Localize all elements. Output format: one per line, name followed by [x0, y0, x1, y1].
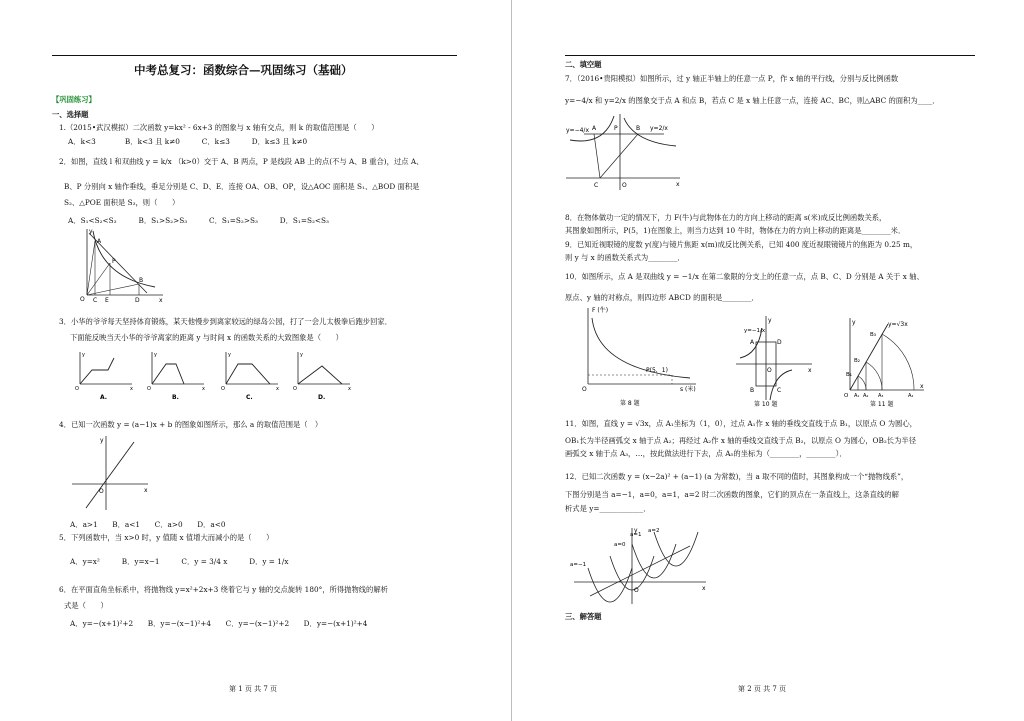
q6-line1: 6．在平面直角坐标系中，将抛物线 y=x²+2x+3 绕着它与 y 轴的交点旋转 180°，所得抛物线的解析 [59, 585, 388, 594]
fig10-curve-label: y=−1/x [744, 328, 766, 334]
page-1-footer: 第 1 页 共 7 页 [229, 685, 278, 693]
q3b-x: x [202, 386, 205, 392]
q12-label-a0: a=0 [614, 542, 626, 548]
q7-fig-x: x [676, 181, 680, 188]
fig11-B3: B₃ [870, 332, 876, 338]
q3b-O: O [147, 386, 151, 392]
section-choice-heading: 一、选择题 [52, 110, 89, 119]
q7-fig-C: C [594, 182, 599, 189]
q4-fig-x: x [144, 487, 148, 494]
page-1 [0, 0, 511, 721]
q2-line3: S₂、△POE 面积是 S₃，则（ ） [64, 198, 180, 207]
fig10-graph [734, 314, 814, 408]
q8-line1: 8．在物体做功一定的情况下，力 F(牛)与此物体在力的方向上移动的距离 s(米)成反比例函数关系， [565, 213, 887, 222]
page-title: 中考总复习：函数综合—巩固练习（基础） [134, 63, 353, 77]
q9-line1: 9．已知近视眼镜的度数 y(度)与镜片焦距 x(m)成反比例关系，已知 400 度近视眼镜镜片的焦距为 0.25 m， [565, 240, 918, 249]
q3b-y: y [154, 352, 157, 358]
q12-label-a1: a=1 [630, 532, 642, 538]
q3-line2: 下面能反映当天小华的爷爷离家的距离 y 与时间 x 的函数关系的大致图象是（ ） [70, 333, 343, 342]
q12-line3: 析式是 y=____________． [565, 504, 651, 513]
q3-graph-b [146, 350, 206, 400]
q4-stem: 4．已知一次函数 y = (a−1)x + b 的图象如图所示，那么 a 的取值范围是（ ） [59, 420, 323, 429]
q12-label-am1: a=−1 [570, 562, 587, 568]
q3-graph-d [292, 350, 352, 400]
section-answer-heading: 三、解答题 [565, 612, 602, 621]
fig10-O: O [767, 367, 772, 374]
fig10-B: B [750, 387, 755, 394]
q3-graph-a [74, 350, 134, 400]
fig11-B2: B₂ [854, 358, 860, 364]
q5-stem: 5．下列函数中，当 x>0 时，y 值随 x 值增大而减小的是（ ） [59, 533, 274, 542]
fig11-A1: A₁ [854, 393, 860, 399]
q12-line2: 下图分别是当 a=−1，a=0，a=1，a=2 时二次函数的图象，它们的顶点在一条直线上，这条直线的解 [565, 490, 899, 499]
q2-figure [75, 227, 165, 302]
q12-fig-O: O [634, 587, 639, 594]
fig11-line-label: y=√3x [888, 321, 908, 328]
q6-line2: 式是（ ） [64, 601, 108, 610]
q6-options: A．y=−(x+1)²+2 B．y=−(x−1)²+4 C．y=−(x−1)²+2 D．y=−(x+1)²+4 [70, 619, 368, 628]
fig11-A2: A₂ [863, 393, 869, 399]
fig10-A: A [750, 339, 755, 346]
q12-fig-y: y [634, 527, 638, 534]
section-fill-heading: 二、填空题 [565, 60, 602, 69]
top-rule [52, 55, 457, 56]
page-2 [512, 0, 1024, 721]
q3d-x: x [348, 386, 351, 392]
fig8-caption: 第 8 题 [620, 400, 640, 407]
q7-fig-A: A [592, 125, 597, 132]
q4-options: A．a>1 B．a<1 C．a>0 D．a<0 [70, 520, 226, 529]
q7-fig-P: P [614, 125, 618, 132]
q7-fig-curve1: y=−4/x [566, 127, 589, 134]
q2-fig-E: E [105, 297, 109, 304]
fig8-graph [580, 304, 700, 408]
fig10-caption: 第 10 题 [754, 401, 778, 408]
q2-fig-O: O [80, 296, 85, 303]
practice-tag: 【巩固练习】 [52, 95, 96, 104]
q3a-O: O [75, 386, 79, 392]
fig8-P-label: P(5，1) [646, 367, 668, 374]
q12-fig-x: x [702, 585, 706, 592]
q2-fig-P: P [112, 258, 116, 265]
q5-options: A．y=x² B．y=x−1 C．y = 3/4 x D．y = 1/x [70, 557, 289, 566]
top-rule [565, 55, 975, 56]
q3-line1: 3．小华的爷爷每天坚持体育锻炼，某天他慢步到离家较远的绿岛公园，打了一会儿太极拳后跑步回家． [59, 317, 392, 326]
q11-line1: 11．如图，直线 y = √3x，点 A₁坐标为（1，0），过点 A₁作 x 轴的垂线交直线于点 B₁，以原点 O 为圆心， [565, 419, 917, 428]
q3c-O: O [221, 386, 225, 392]
q2-fig-D: D [135, 297, 140, 304]
q1-stem: 1.（2015•武汉模拟）二次函数 y=kx² - 6x+3 的图象与 x 轴有交点，则 k 的取值范围是（ ） [59, 123, 379, 132]
q2-fig-A: A [97, 238, 102, 245]
q2-line1: 2．如图，直线 l 和双曲线 y = k/x （k>0）交于 A、B 两点，P 是线段 AB 上的点(不与 A、B 重合)，过点 A、 [59, 157, 424, 166]
page-2-footer: 第 2 页 共 7 页 [738, 685, 787, 693]
fig11-caption: 第 11 题 [870, 401, 894, 408]
q7-figure [564, 112, 684, 192]
q11-line3: 画弧交 x 轴于点 A₃，…，按此做法进行下去，点 A₅的坐标为（________，________）． [565, 449, 847, 458]
fig11-A4: A₄ [908, 393, 914, 399]
fig10-C: C [777, 387, 782, 394]
fig11-A3: A₃ [878, 393, 884, 399]
q7-fig-curve2: y=2/x [650, 125, 668, 132]
q10-line2: 原点、y 轴的对称点，则四边形 ABCD 的面积是________． [565, 293, 759, 302]
fig10-y: y [768, 317, 772, 324]
q3a-x: x [130, 386, 133, 392]
fig8-F-label: F (牛) [592, 307, 609, 314]
q3-graph-c [220, 350, 280, 400]
q12-figure [570, 526, 710, 606]
q2-options: A．S₁<S₂<S₃ B．S₁>S₂>S₃ C．S₁=S₂>S₃ D．S₁=S₂<S₃ [68, 216, 329, 225]
q4-figure [70, 432, 150, 512]
q3d-y: y [300, 352, 303, 358]
q10-line1: 10．如图所示，点 A 是双曲线 y = −1/x 在第二象限的分支上的任意一点，点 B、C、D 分别是 A 关于 x 轴、 [565, 272, 924, 281]
q3-label-d: D. [318, 394, 326, 401]
q2-fig-y: y [89, 228, 93, 235]
fig11-O: O [844, 393, 849, 399]
q11-line2: OB₁长为半径画弧交 x 轴于点 A₂；再经过 A₂作 x 轴的垂线交直线于点 B₂，以原点 O 为圆心，OB₂长为半径 [565, 436, 916, 445]
q2-fig-C: C [93, 297, 98, 304]
fig10-D: D [777, 339, 782, 346]
q12-line1: 12．已知二次函数 y = (x−2a)² + (a−1) (a 为常数)，当 a 取不同的值时，其图象构成一个“抛物线系”， [565, 472, 909, 481]
q7-fig-O: O [622, 182, 627, 189]
q3-label-a: A. [100, 394, 108, 401]
q7-line2: y=−4/x 和 y=2/x 的图象交于点 A 和点 B，若点 C 是 x 轴上任意一点，连接 AC、BC，则△ABC 的面积为____． [565, 96, 940, 105]
q3-label-c: C. [246, 394, 253, 401]
q8-line2: 其图象如图所示，P(5，1)在图象上，则当力达到 10 牛时，物体在力的方向上移动的距离是________米． [565, 226, 906, 235]
q3-label-b: B. [172, 394, 179, 401]
fig8-s-label: s (米) [680, 386, 696, 393]
fig11-B1: B₁ [846, 372, 852, 378]
q12-label-a2: a=2 [648, 528, 660, 534]
q3d-O: O [293, 386, 297, 392]
q1-options: A．k<3 B．k<3 且 k≠0 C．k≤3 D．k≤3 且 k≠0 [68, 137, 308, 146]
q2-line2: B、P 分别向 x 轴作垂线，垂足分别是 C、D、E．连接 OA、OB、OP，设△AOC 面积是 S₁、△BOD 面积是 [64, 182, 420, 191]
q9-line2: 则 y 与 x 的函数关系式为________． [565, 253, 685, 262]
q7-line1: 7．（2016•贵阳模拟）如图所示，过 y 轴正半轴上的任意一点 P，作 x 轴的平行线，分别与反比例函数 [565, 74, 899, 83]
fig11-x: x [920, 383, 924, 390]
q7-fig-B: B [636, 125, 641, 132]
fig10-x: x [808, 367, 812, 374]
fig11-graph [842, 314, 926, 408]
fig11-y: y [852, 319, 856, 326]
q4-fig-O: O [99, 488, 104, 495]
q3c-x: x [276, 386, 279, 392]
fig8-O-label: O [582, 386, 587, 393]
q2-fig-x: x [159, 297, 163, 304]
q3c-y: y [228, 352, 231, 358]
q4-fig-y: y [100, 437, 104, 444]
q3a-y: y [82, 352, 85, 358]
q2-fig-B: B [139, 277, 144, 284]
